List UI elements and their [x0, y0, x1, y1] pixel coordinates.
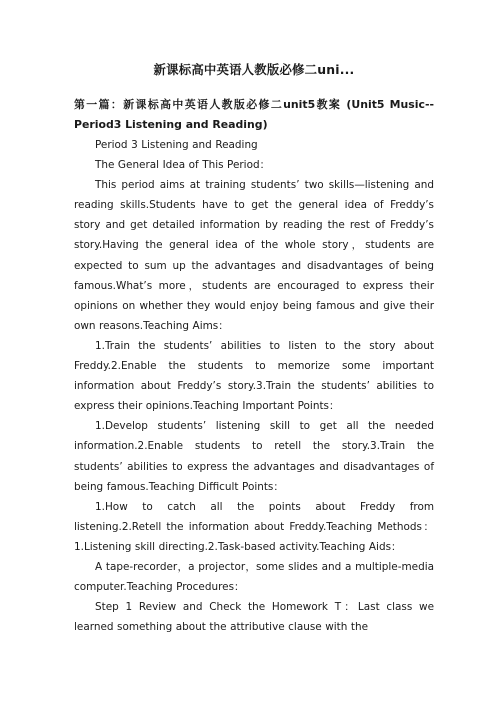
paragraph-teaching-aids: A tape-recorder，a projector，some slides and a multiple-media computer.Teaching Procedures：: [74, 560, 434, 594]
document-title: 新课标高中英语人教版必修二uni...: [153, 62, 355, 77]
paragraph-important-points: 1.Develop students’ listening skill to get all the needed information.2.Enable students to retell the story.3.Train the students’ abilities to express the advantages and disadvantages of being famous.Teaching Difficult Points：: [74, 420, 434, 493]
section-heading: 第一篇：新课标高中英语人教版必修二unit5教案 (Unit5 Music--Period3 Listening and Reading): [74, 98, 434, 131]
paragraph-period-title: Period 3 Listening and Reading: [95, 139, 258, 151]
paragraph-general-idea: This period aims at training students’ two skills—listening and reading skills.Students have to get the general idea of Freddy’s story and get detailed information by reading the rest of Freddy’s story.Having the general idea of the whole story，students are expected to sum up the advantages and disadvantages of being famous.What’s more，students are encouraged to express their opinions on whether they would enjoy being famous and give their own reasons.Teaching Aims：: [74, 179, 434, 332]
paragraph-teaching-aims: 1.Train the students’ abilities to listen to the story about Freddy.2.Enable the students to memorize some important information about Freddy’s story.3.Train the students’ abilities to express their opinions.Teaching Important Points：: [74, 339, 434, 413]
paragraph-general-idea-label: The General Idea of This Period：: [95, 159, 271, 172]
paragraph-difficult-points: 1.How to catch all the points about Freddy from listening.2.Retell the information about Freddy.Teaching Methods： 1.Listening skill directing.2.Task-based activity.Teaching Aids：: [74, 500, 434, 553]
paragraph-teaching-procedures: Step 1 Review and Check the Homework T：Last class we learned something about the attributive clause with the: [74, 601, 434, 634]
